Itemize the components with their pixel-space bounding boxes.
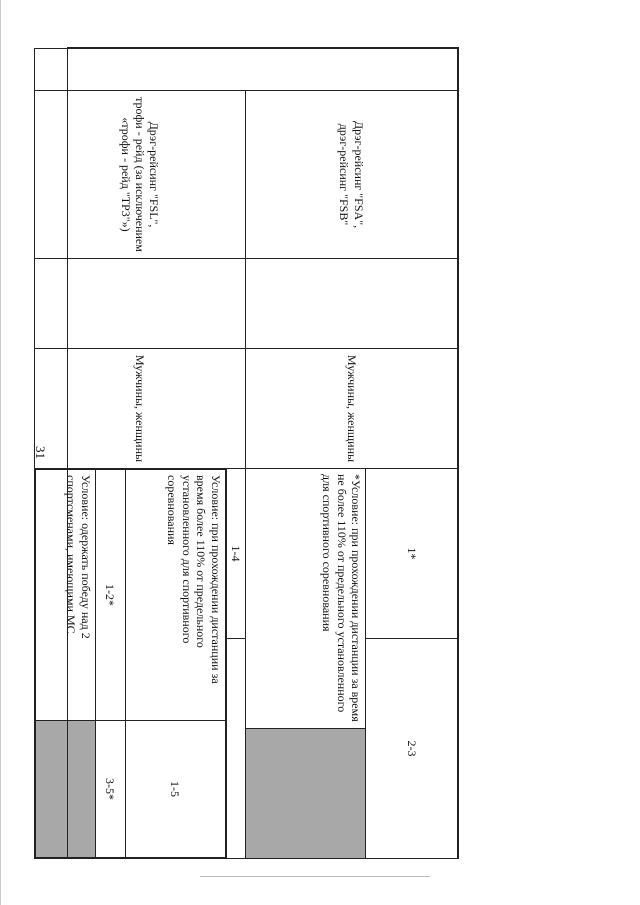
condition-cell: Условие: при прохождении дистанции за время более 110% от предельного установленного для спортивного соревнования — [125, 470, 225, 721]
place-cell: 2-3 — [366, 639, 458, 859]
sport-categories-table — [34, 48, 458, 859]
place-cell: 3-5* — [95, 721, 125, 858]
nested-table — [35, 469, 226, 858]
place-cell: 1-5 — [125, 721, 225, 858]
page-number: 31 — [33, 446, 48, 459]
condition-cell: *Условие: при прохождении дистанции за время не более 110% от предельного установленного для спортивного соревнования — [246, 469, 366, 729]
nested-block — [34, 469, 226, 859]
place-cell: 1-4 — [226, 469, 245, 639]
place-cell: 1-2* — [95, 470, 125, 721]
condition-cell: Условие: одержать победу над 2 спортсменами, имеющими МС — [35, 470, 95, 721]
rotated-page — [64, 48, 458, 858]
blank-cell — [34, 259, 245, 349]
place-cell: 1* — [366, 469, 458, 639]
discipline-cell: Дрэг-рейсинг "FSL", трофи - рейд (за исключением «трофи - рейд "ТР3"») — [34, 91, 245, 259]
table-row — [366, 49, 458, 859]
gender-cell: Мужчины, женщины — [34, 349, 245, 469]
table-row — [226, 49, 245, 859]
discipline-cell: Дрэг-рейсинг "FSA", дрэг-рейсинг "FSB" — [246, 91, 458, 259]
blank-column — [34, 49, 457, 91]
gender-cell: Мужчины, женщины — [246, 349, 458, 469]
shaded-cell — [35, 721, 95, 858]
divider — [200, 876, 430, 877]
shaded-cell — [246, 729, 366, 859]
blank-cell — [246, 259, 458, 349]
